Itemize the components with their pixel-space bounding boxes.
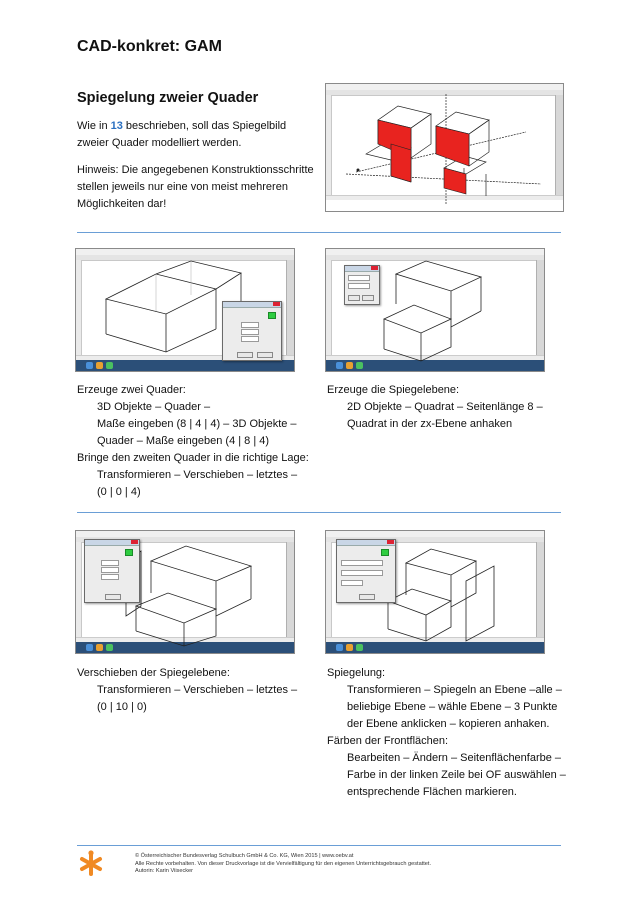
intro-text-pre: Wie in: [77, 120, 111, 132]
step-3-caption: [77, 665, 317, 716]
close-icon[interactable]: [131, 540, 138, 544]
step-3-line: Verschieben der Spiegelebene:: [77, 667, 230, 679]
cuboid-dialog: [222, 301, 282, 361]
step-4-line: Spiegelung:: [327, 667, 386, 679]
step-1-caption: [77, 382, 317, 501]
square-dialog: [344, 265, 380, 305]
screenshot-two-cuboids: [75, 248, 295, 372]
dialog-cancel-button[interactable]: [362, 295, 374, 301]
close-icon[interactable]: [273, 302, 280, 306]
close-icon[interactable]: [371, 266, 378, 270]
hint-paragraph: Hinweis: Die angegebenen Konstruktionsschritte stellen jeweils nur eine von meist mehreren Möglichkeiten dar!: [77, 164, 314, 210]
screenshot-mirror-result: [325, 83, 564, 212]
cad-drawing-red-cuboids: [326, 84, 563, 211]
section-divider: [77, 512, 561, 513]
footer-line: Autorin: Karin Viisecker: [135, 868, 194, 874]
footer-divider: [77, 845, 561, 846]
step-1-line: (0 | 0 | 4): [97, 486, 141, 498]
screenshot-move-plane: [75, 530, 295, 654]
side-length-field[interactable]: [348, 275, 370, 281]
step-4-line: Bearbeiten – Ändern – Seitenflächenfarbe –: [347, 752, 562, 764]
footer-line: © Österreichischer Bundesverlag Schulbuch GmbH & Co. KG, Wien 2015 | www.oebv.at: [135, 853, 354, 859]
step-4-caption: [327, 665, 577, 801]
points-field[interactable]: [341, 570, 383, 576]
step-4-line: Färben der Frontflächen:: [327, 735, 449, 747]
step-1-line: 3D Objekte – Quader –: [97, 401, 211, 413]
step-2-line: 2D Objekte – Quadrat – Seitenlänge 8 –: [347, 401, 543, 413]
move-x-field[interactable]: [101, 560, 119, 566]
color-swatch[interactable]: [268, 312, 276, 319]
dialog-ok-button[interactable]: [237, 352, 253, 358]
screenshot-mirror-plane: [325, 248, 545, 372]
reference-number: 13: [110, 120, 123, 132]
step-1-line: Erzeuge zwei Quader:: [77, 384, 186, 396]
field-c[interactable]: [241, 336, 259, 342]
asterisk-person-logo-icon: [78, 850, 104, 878]
step-1-line: Bringe den zweiten Quader in die richtige Lage:: [77, 452, 309, 464]
plane-option-field[interactable]: [341, 560, 383, 566]
move-z-field[interactable]: [101, 574, 119, 580]
step-1-line: Maße eingeben (8 | 4 | 4) – 3D Objekte –: [97, 418, 297, 430]
field-a[interactable]: [241, 322, 259, 328]
page-title: CAD-konkret: GAM: [77, 38, 222, 55]
move-y-field[interactable]: [101, 567, 119, 573]
intro-text-post: beschrieben, soll das Spiegelbild zweier Quader modelliert werden.: [77, 120, 287, 149]
step-2-line: Erzeuge die Spiegelebene:: [327, 384, 460, 396]
copy-checkbox[interactable]: [341, 580, 363, 586]
screenshot-mirror-dialog: [325, 530, 545, 654]
section-title: Spiegelung zweier Quader: [77, 90, 259, 106]
step-2-caption: [327, 382, 567, 433]
step-4-line: der Ebene anklicken – kopieren anhaken.: [347, 718, 550, 730]
step-3-line: (0 | 10 | 0): [97, 701, 147, 713]
footer-line: Alle Rechte vorbehalten. Von dieser Druckvorlage ist die Vervielfältigung für den eigenen Unterrichtsgebrauch gestattet.: [135, 860, 432, 867]
dialog-ok-button[interactable]: [105, 594, 121, 600]
close-icon[interactable]: [387, 540, 394, 544]
field-b[interactable]: [241, 329, 259, 335]
section-divider: [77, 232, 561, 233]
step-4-line: Farbe in der linken Zeile bei OF auswählen –: [347, 769, 566, 781]
step-1-line: Transformieren – Verschieben – letztes –: [97, 469, 298, 481]
dialog-ok-button[interactable]: [348, 295, 360, 301]
mirror-dialog: [336, 539, 396, 603]
move-dialog: [84, 539, 140, 603]
dialog-cancel-button[interactable]: [257, 352, 273, 358]
dialog-ok-button[interactable]: [359, 594, 375, 600]
step-1-line: Quader – Maße eingeben (4 | 8 | 4): [97, 435, 270, 447]
step-3-line: Transformieren – Verschieben – letztes –: [97, 684, 298, 696]
color-swatch[interactable]: [381, 549, 389, 556]
step-4-line: beliebige Ebene – wähle Ebene – 3 Punkte: [347, 701, 558, 713]
step-4-line: Transformieren – Spiegeln an Ebene –alle –: [347, 684, 562, 696]
plane-option[interactable]: [348, 283, 370, 289]
intro-paragraph: [77, 118, 315, 152]
color-swatch[interactable]: [125, 549, 133, 556]
footer-copyright: [135, 853, 431, 876]
step-2-line: Quadrat in der zx-Ebene anhaken: [347, 418, 513, 430]
step-4-line: entsprechende Flächen markieren.: [347, 786, 517, 798]
